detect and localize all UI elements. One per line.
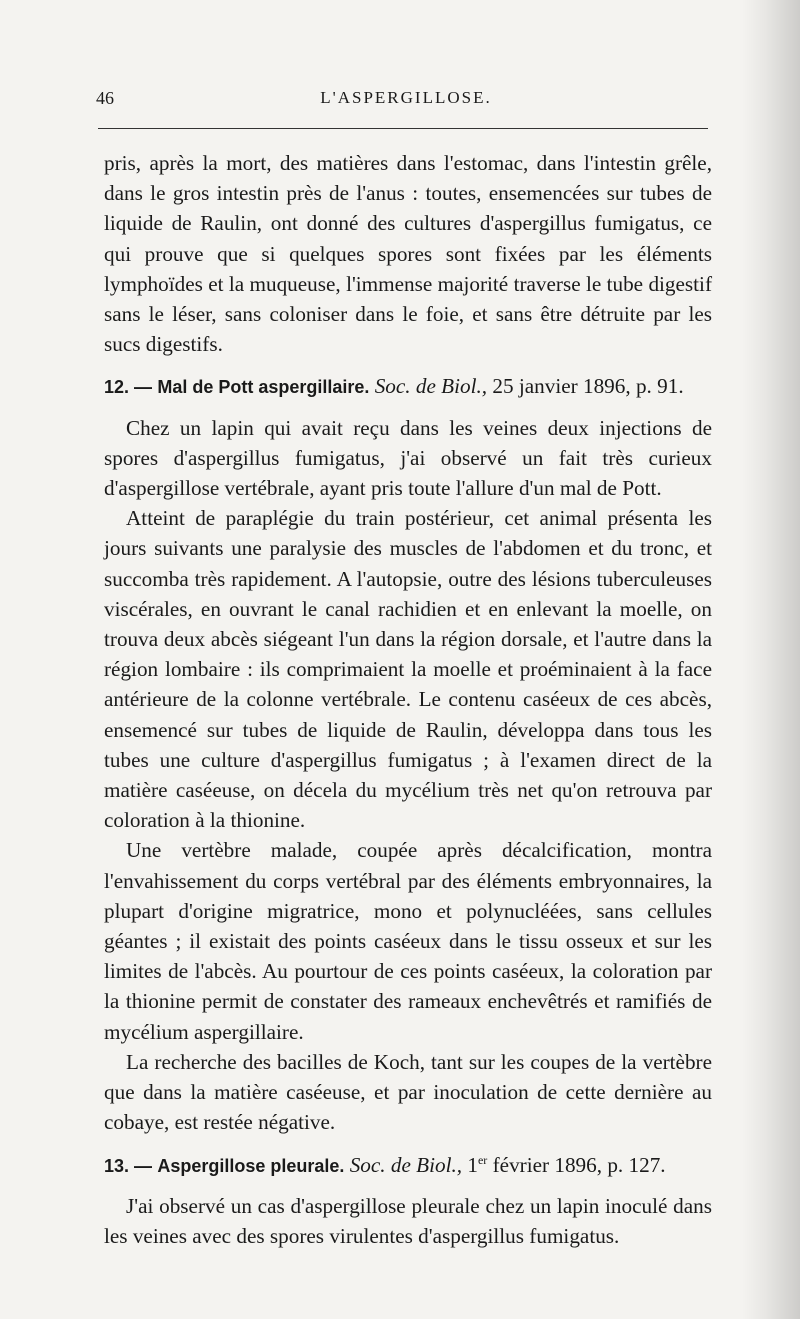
page-number: 46: [96, 88, 114, 108]
entry-date-rest: février 1896, p. 127.: [492, 1152, 666, 1177]
entry-13-heading: [104, 1150, 712, 1181]
running-title: L'ASPERGILLOSE.: [320, 88, 492, 107]
entry-number: 12. —: [104, 377, 153, 398]
entry-date-sup: er: [477, 1152, 488, 1167]
paragraph: Atteint de paraplégie du train postérieur, cet animal présenta les jours suivants une paralysie des muscles de l'abdomen et du tronc, et succomba très rapidement. A l'autopsie, outre des lésions tuberculeuses viscérales, en ouvrant le canal rachidien et en enlevant la moelle, on trouva deux abcès siégeant l'un dans la région dorsale, et l'autre dans la région lombaire : ils comprimaient la moelle et proéminaient à la face antérieure de la colonne vertébrale. Le contenu caséeux de ces abcès, ensemencé sur tubes de liquide de Raulin, développa dans tous les tubes une culture d'aspergillus fumigatus ; à l'examen direct de la matière caséeuse, on décela du mycélium très net qu'on retrouva par coloration à la thionine.: [104, 506, 712, 833]
entry-date: 25 janvier 1896, p. 91.: [492, 374, 684, 399]
paragraph: Chez un lapin qui avait reçu dans les veines deux injections de spores d'aspergillus fumigatus, j'ai observé un fait très curieux d'aspergillose vertébrale, ayant pris toute l'allure d'un mal de Pott.: [104, 415, 712, 501]
paragraph: La recherche des bacilles de Koch, tant sur les coupes de la vertèbre que dans la matière caséeuse, et par inoculation de cette dernière au cobaye, est restée négative.: [104, 1049, 712, 1135]
entry-number: 13. —: [104, 1155, 153, 1176]
entry-title: Mal de Pott aspergillaire.: [157, 377, 370, 398]
header-rule: [98, 128, 708, 129]
paragraph: J'ai observé un cas d'aspergillose pleurale chez un lapin inoculé dans les veines avec des spores virulentes d'aspergillus fumigatus.: [104, 1193, 712, 1248]
entry-title: Aspergillose pleurale.: [157, 1155, 345, 1176]
entry-source: Soc. de Biol.,: [374, 374, 488, 399]
entry-date-day: 1: [467, 1152, 478, 1177]
body-text: [104, 148, 712, 1251]
page-header: [96, 88, 716, 114]
paragraph: Une vertèbre malade, coupée après décalcification, montra l'envahissement du corps vertébral par des éléments embryonnaires, la plupart d'origine migratrice, mono et polynucléées, sans cellules géantes ; il existait des points caséeux dans le tissu osseux et sur les limites de l'abcès. Au pourtour de ces points caséeux, la coloration par la thionine permit de constater des rameaux enchevêtrés et ramifiés de mycélium aspergillaire.: [104, 838, 712, 1044]
entry-12-heading: [104, 371, 712, 402]
paragraph-continued: pris, après la mort, des matières dans l'estomac, dans l'intestin grêle, dans le gros intestin près de l'anus : toutes, ensemencées sur tubes de liquide de Raulin, ont donné des cultures d'aspergillus fumigatus, ce qui prouve que si quelques spores sont fixées par les éléments lymphoïdes et la muqueuse, l'immense majorité traverse le tube digestif sans le léser, sans coloniser dans le foie, et sans être détruite par les sucs digestifs.: [104, 151, 712, 357]
page-edge-shadow: [742, 0, 800, 1319]
entry-source: Soc. de Biol.,: [349, 1152, 463, 1177]
